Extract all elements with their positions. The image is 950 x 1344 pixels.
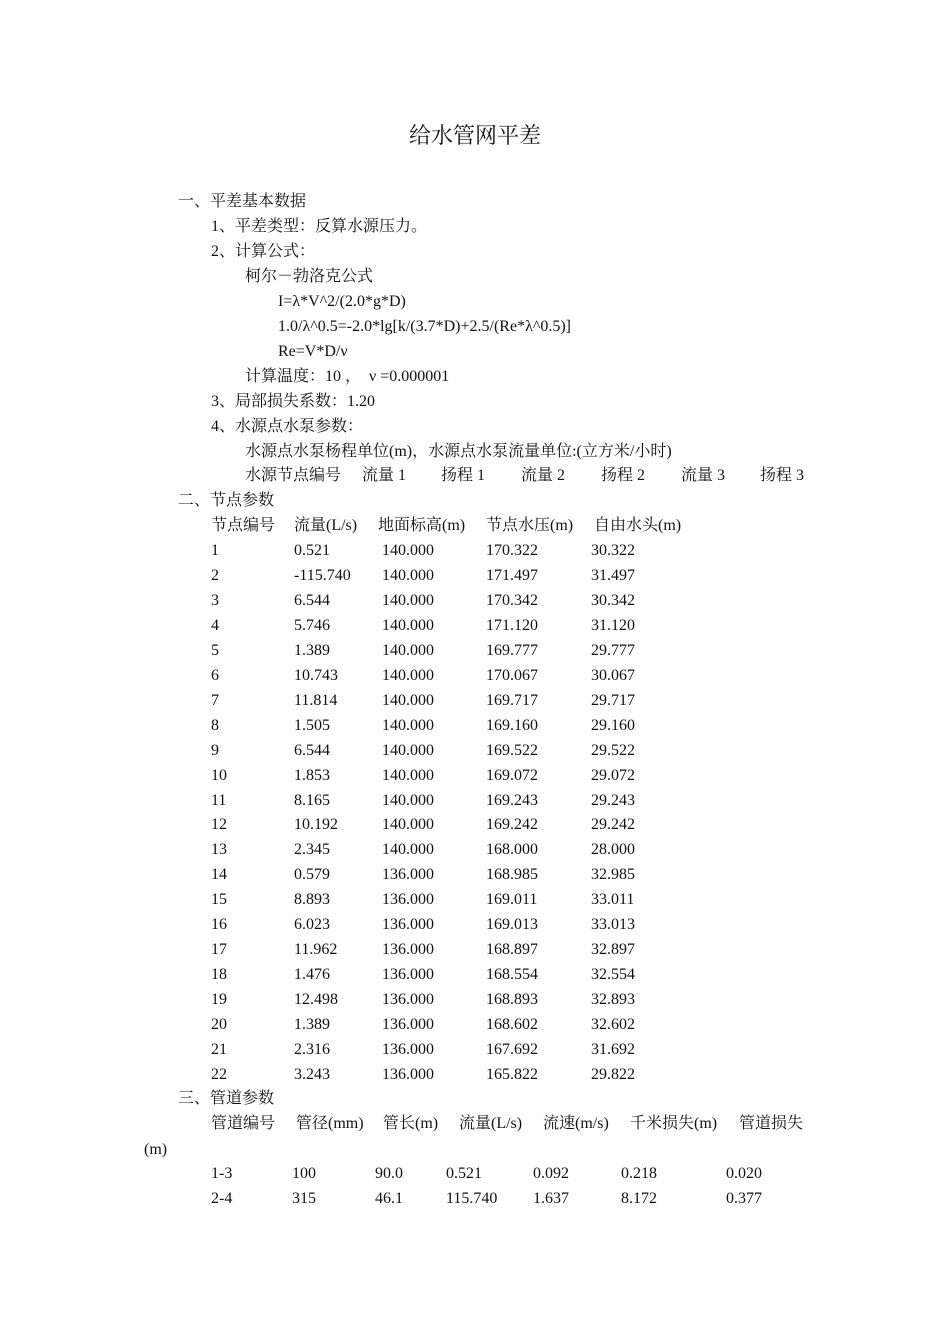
node-table-cell: 33.011 bbox=[591, 891, 635, 908]
node-table-cell: 32.985 bbox=[591, 866, 635, 883]
pipe-header-cell: 流量(L/s) bbox=[459, 1115, 523, 1132]
node-table-cell: 1.476 bbox=[294, 966, 330, 983]
node-table-cell: 136.000 bbox=[382, 1041, 434, 1058]
node-header-cell: 地面标高(m) bbox=[378, 517, 466, 534]
node-table-cell: 171.120 bbox=[486, 617, 538, 634]
node-table-cell: 168.893 bbox=[486, 991, 538, 1008]
node-table-cell: 140.000 bbox=[382, 742, 434, 759]
node-table-cell: 136.000 bbox=[382, 1066, 434, 1083]
node-table-cell: 140.000 bbox=[382, 692, 434, 709]
node-table-cell: 31.692 bbox=[591, 1041, 635, 1058]
node-table-cell: 136.000 bbox=[382, 966, 434, 983]
pump-header-cell: 流量 2 bbox=[521, 467, 566, 484]
pipe-header-unit-wrap: (m) bbox=[144, 1141, 168, 1158]
node-table-cell: 169.013 bbox=[486, 916, 538, 933]
node-table-cell: 31.497 bbox=[591, 567, 635, 584]
node-table-cell: 5.746 bbox=[294, 617, 330, 634]
node-table-cell: 33.013 bbox=[591, 916, 635, 933]
node-table-cell: 136.000 bbox=[382, 866, 434, 883]
node-table-cell: 140.000 bbox=[382, 642, 434, 659]
node-table-cell: 13 bbox=[211, 841, 227, 858]
page-title: 给水管网平差 bbox=[408, 123, 541, 148]
node-table-cell: 168.602 bbox=[486, 1016, 538, 1033]
node-table-cell: 18 bbox=[211, 966, 227, 983]
node-table-cell: 10.192 bbox=[294, 816, 338, 833]
node-table-cell: 10.743 bbox=[294, 667, 338, 684]
node-table-cell: 11.962 bbox=[294, 941, 338, 958]
node-table-cell: 16 bbox=[211, 916, 227, 933]
pump-header-cell: 水源节点编号 bbox=[245, 467, 342, 484]
node-table-cell: 29.160 bbox=[591, 717, 635, 734]
node-header-cell: 自由水头(m) bbox=[594, 517, 682, 534]
local-loss-coefficient: 3、局部损失系数：1.20 bbox=[211, 393, 376, 410]
node-header-cell: 流量(L/s) bbox=[294, 517, 358, 534]
pipe-table-cell: 0.020 bbox=[726, 1165, 762, 1182]
node-table-cell: 6 bbox=[211, 667, 219, 684]
node-table-cell: 1.389 bbox=[294, 1016, 330, 1033]
node-table-cell: 171.497 bbox=[486, 567, 538, 584]
formula-name: 柯尔－勃洛克公式 bbox=[245, 268, 374, 285]
node-table-cell: 15 bbox=[211, 891, 227, 908]
node-table-cell: 170.067 bbox=[486, 667, 538, 684]
node-table-cell: 29.072 bbox=[591, 767, 635, 784]
node-table-cell: 1 bbox=[211, 542, 219, 559]
node-table-cell: 6.544 bbox=[294, 592, 330, 609]
node-table-cell: 136.000 bbox=[382, 941, 434, 958]
pump-params-heading: 4、水源点水泵参数： bbox=[211, 418, 364, 435]
node-table-cell: 169.522 bbox=[486, 742, 538, 759]
pump-units: 水源点水泵杨程单位(m)，水源点水泵流量单位:(立方米/小时) bbox=[245, 443, 672, 460]
node-table-cell: 8 bbox=[211, 717, 219, 734]
node-table-cell: 7 bbox=[211, 692, 219, 709]
node-table-cell: 169.072 bbox=[486, 767, 538, 784]
node-table-cell: 167.692 bbox=[486, 1041, 538, 1058]
pipe-table-cell: 90.0 bbox=[375, 1165, 403, 1182]
node-table-cell: 136.000 bbox=[382, 916, 434, 933]
node-table-cell: 169.717 bbox=[486, 692, 538, 709]
node-table-cell: 28.000 bbox=[591, 841, 635, 858]
node-table-cell: 30.067 bbox=[591, 667, 635, 684]
node-table-cell: 3.243 bbox=[294, 1066, 330, 1083]
node-table-cell: 12.498 bbox=[294, 991, 338, 1008]
section3-heading: 三、管道参数 bbox=[178, 1090, 275, 1107]
node-table-cell: 169.011 bbox=[486, 891, 538, 908]
node-table-cell: 168.985 bbox=[486, 866, 538, 883]
node-table-cell: 169.160 bbox=[486, 717, 538, 734]
node-table-cell: 140.000 bbox=[382, 792, 434, 809]
temperature-line: 计算温度：10 ， ν =0.000001 bbox=[245, 368, 450, 385]
node-table-cell: 1.505 bbox=[294, 717, 330, 734]
section1-heading: 一、平差基本数据 bbox=[178, 193, 307, 210]
pump-header-cell: 扬程 3 bbox=[760, 467, 805, 484]
node-table-cell: 5 bbox=[211, 642, 219, 659]
node-table-cell: -115.740 bbox=[294, 567, 351, 584]
pipe-table-cell: 1-3 bbox=[211, 1165, 233, 1182]
node-table-cell: 2.316 bbox=[294, 1041, 330, 1058]
pipe-header-cell: 千米损失(m) bbox=[630, 1115, 718, 1132]
node-table-cell: 6.544 bbox=[294, 742, 330, 759]
node-table-cell: 8.165 bbox=[294, 792, 330, 809]
pipe-header-cell: 管径(mm) bbox=[296, 1115, 364, 1132]
node-table-cell: 0.521 bbox=[294, 542, 330, 559]
node-table-cell: 2.345 bbox=[294, 841, 330, 858]
node-table-cell: 1.853 bbox=[294, 767, 330, 784]
node-table-cell: 140.000 bbox=[382, 592, 434, 609]
node-table-cell: 140.000 bbox=[382, 667, 434, 684]
pipe-table-cell: 115.740 bbox=[446, 1190, 498, 1207]
pipe-header-cell: 流速(m/s) bbox=[543, 1115, 609, 1132]
formula-1: I=λ*V^2/(2.0*g*D) bbox=[278, 293, 406, 310]
pump-header-cell: 流量 1 bbox=[362, 467, 407, 484]
formula-2: 1.0/λ^0.5=-2.0*lg[k/(3.7*D)+2.5/(Re*λ^0.5)] bbox=[278, 318, 571, 335]
pipe-header-cell: 管长(m) bbox=[383, 1115, 439, 1132]
node-table-cell: 3 bbox=[211, 592, 219, 609]
pipe-table-cell: 2-4 bbox=[211, 1190, 233, 1207]
node-table-cell: 140.000 bbox=[382, 542, 434, 559]
node-table-cell: 30.322 bbox=[591, 542, 635, 559]
pipe-header-cell: 管道损失 bbox=[739, 1115, 804, 1132]
node-table-cell: 140.000 bbox=[382, 617, 434, 634]
pump-header-cell: 扬程 1 bbox=[441, 467, 486, 484]
pipe-table-cell: 0.218 bbox=[621, 1165, 657, 1182]
node-table-cell: 136.000 bbox=[382, 891, 434, 908]
node-table-cell: 169.242 bbox=[486, 816, 538, 833]
node-table-cell: 29.777 bbox=[591, 642, 635, 659]
adjustment-type: 1、平差类型：反算水源压力。 bbox=[211, 218, 428, 235]
node-table-cell: 140.000 bbox=[382, 841, 434, 858]
node-table-cell: 170.342 bbox=[486, 592, 538, 609]
node-table-cell: 14 bbox=[211, 866, 227, 883]
section2-heading: 二、节点参数 bbox=[178, 492, 275, 509]
node-header-cell: 节点水压(m) bbox=[486, 517, 574, 534]
node-table-cell: 32.554 bbox=[591, 966, 635, 983]
node-table-cell: 169.777 bbox=[486, 642, 538, 659]
pipe-table-cell: 315 bbox=[292, 1190, 316, 1207]
node-table-cell: 140.000 bbox=[382, 567, 434, 584]
node-table-cell: 10 bbox=[211, 767, 227, 784]
node-table-cell: 136.000 bbox=[382, 1016, 434, 1033]
node-table-cell: 11.814 bbox=[294, 692, 338, 709]
node-table-cell: 9 bbox=[211, 742, 219, 759]
node-table-cell: 136.000 bbox=[382, 991, 434, 1008]
node-table-cell: 17 bbox=[211, 941, 227, 958]
node-table-cell: 30.342 bbox=[591, 592, 635, 609]
node-table-cell: 6.023 bbox=[294, 916, 330, 933]
node-table-cell: 21 bbox=[211, 1041, 227, 1058]
node-table-cell: 168.897 bbox=[486, 941, 538, 958]
pipe-table-cell: 1.637 bbox=[533, 1190, 569, 1207]
pipe-table-cell: 8.172 bbox=[621, 1190, 657, 1207]
node-table-cell: 4 bbox=[211, 617, 219, 634]
node-table-cell: 32.893 bbox=[591, 991, 635, 1008]
pump-header-cell: 流量 3 bbox=[681, 467, 726, 484]
node-table-cell: 165.822 bbox=[486, 1066, 538, 1083]
node-header-cell: 节点编号 bbox=[211, 517, 276, 534]
node-table-cell: 29.717 bbox=[591, 692, 635, 709]
node-table-cell: 140.000 bbox=[382, 717, 434, 734]
pipe-table-cell: 46.1 bbox=[375, 1190, 403, 1207]
node-table-cell: 0.579 bbox=[294, 866, 330, 883]
pipe-table-cell: 0.521 bbox=[446, 1165, 482, 1182]
node-table-cell: 22 bbox=[211, 1066, 227, 1083]
pipe-table-cell: 0.377 bbox=[726, 1190, 762, 1207]
pipe-header-cell: 管道编号 bbox=[211, 1115, 276, 1132]
node-table-cell: 168.000 bbox=[486, 841, 538, 858]
node-table-cell: 8.893 bbox=[294, 891, 330, 908]
node-table-cell: 19 bbox=[211, 991, 227, 1008]
pipe-table-cell: 0.092 bbox=[533, 1165, 569, 1182]
pump-header-cell: 扬程 2 bbox=[601, 467, 646, 484]
node-table-cell: 29.822 bbox=[591, 1066, 635, 1083]
formula-heading: 2、计算公式： bbox=[211, 243, 316, 260]
node-table-cell: 1.389 bbox=[294, 642, 330, 659]
pipe-table-cell: 100 bbox=[292, 1165, 316, 1182]
node-table-cell: 11 bbox=[211, 792, 227, 809]
node-table-cell: 31.120 bbox=[591, 617, 635, 634]
node-table-cell: 140.000 bbox=[382, 767, 434, 784]
node-table-cell: 169.243 bbox=[486, 792, 538, 809]
node-table-cell: 20 bbox=[211, 1016, 227, 1033]
node-table-cell: 168.554 bbox=[486, 966, 538, 983]
node-table-cell: 29.522 bbox=[591, 742, 635, 759]
node-table-cell: 170.322 bbox=[486, 542, 538, 559]
formula-3: Re=V*D/ν bbox=[278, 343, 348, 360]
node-table-cell: 29.242 bbox=[591, 816, 635, 833]
node-table-cell: 2 bbox=[211, 567, 219, 584]
node-table-cell: 32.897 bbox=[591, 941, 635, 958]
node-table-cell: 29.243 bbox=[591, 792, 635, 809]
node-table-cell: 140.000 bbox=[382, 816, 434, 833]
node-table-cell: 32.602 bbox=[591, 1016, 635, 1033]
node-table-cell: 12 bbox=[211, 816, 227, 833]
